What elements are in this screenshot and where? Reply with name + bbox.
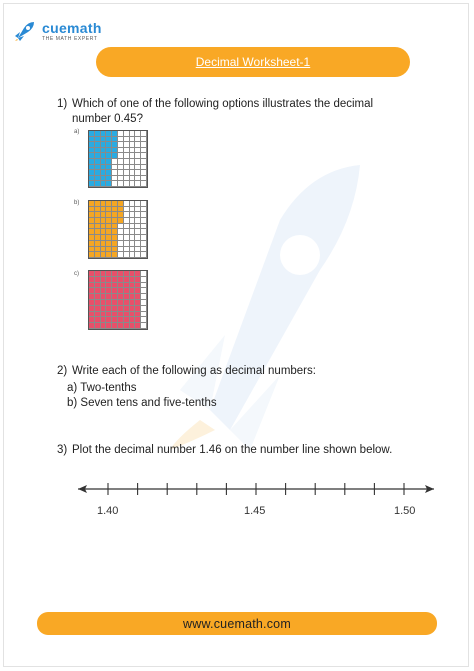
- option-c-label: c): [74, 271, 79, 277]
- question-2-part-a: a) Two-tenths: [67, 382, 137, 394]
- option-a-label: a): [74, 129, 80, 135]
- grid-cell: [141, 323, 147, 329]
- question-2-number: 2): [57, 365, 68, 377]
- question-3: [57, 443, 457, 458]
- tick-label-start: 1.40: [97, 505, 119, 517]
- logo-name: cuemath: [42, 19, 102, 36]
- question-2-text: Write each of the following as decimal numbers:: [72, 365, 316, 377]
- number-line: [70, 474, 442, 504]
- question-1-line-1: Which of one of the following options illustrates the decimal: [72, 98, 374, 110]
- tick-label-middle: 1.45: [244, 505, 266, 517]
- grid-cell: [141, 181, 147, 187]
- footer-url[interactable]: www.cuemath.com: [183, 616, 291, 631]
- logo-tagline: THE MATH EXPERT: [42, 35, 98, 42]
- question-2: [57, 364, 437, 411]
- question-1-number: 1): [57, 98, 68, 110]
- rocket-logo-icon: [14, 20, 36, 42]
- cuemath-logo: [14, 20, 102, 42]
- title-banner: [96, 47, 410, 77]
- question-3-number: 3): [57, 444, 68, 456]
- page-title: Decimal Worksheet-1: [195, 55, 311, 69]
- option-b-grid: [88, 200, 148, 259]
- question-1: [57, 97, 437, 127]
- question-3-text: Plot the decimal number 1.46 on the number line shown below.: [72, 444, 393, 456]
- option-c-grid: [88, 270, 148, 330]
- grid-cell: [141, 252, 147, 258]
- option-b-label: b): [74, 200, 80, 206]
- question-1-line-2: number 0.45?: [72, 113, 143, 125]
- footer-banner: [37, 612, 437, 635]
- question-2-part-b: b) Seven tens and five-tenths: [67, 397, 217, 409]
- option-a-grid: [88, 130, 148, 188]
- tick-label-end: 1.50: [394, 505, 416, 517]
